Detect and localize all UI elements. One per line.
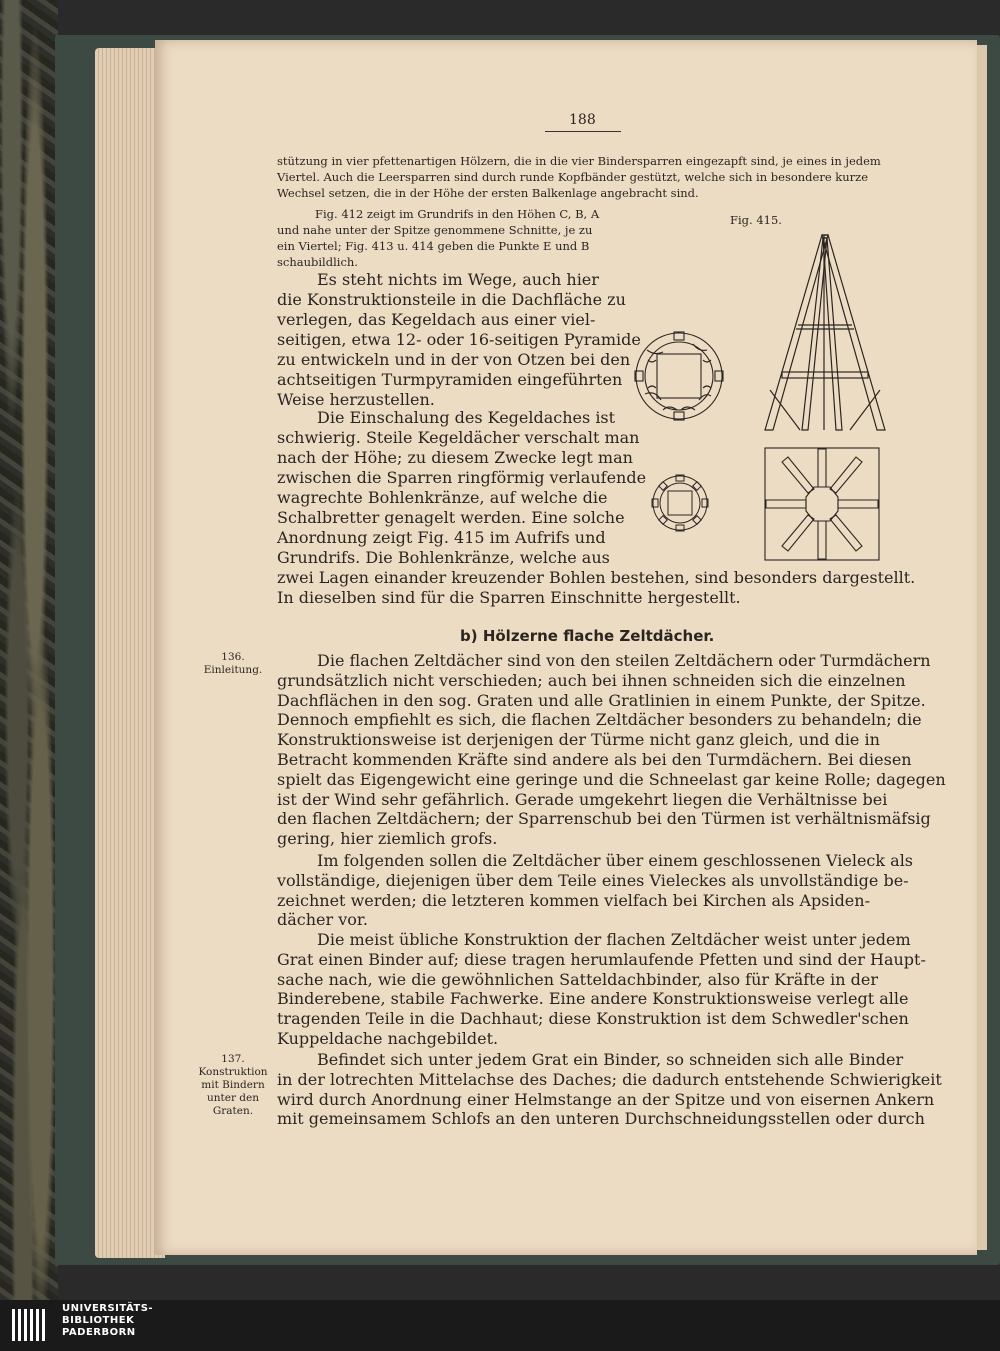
figure-415-ring-small [650,473,710,533]
text-line: zwei Lagen einander kreuzender Bohlen bestehen, sind besonders dargestellt. [277,568,916,587]
text-line: Binderebene, stabile Fachwerke. Eine andere Konstruktionsweise verlegt alle [277,989,909,1009]
text-line: Die flachen Zeltdächer sind von den steilen Zeltdächern oder Turmdächern [317,651,931,670]
text-line: Wechsel setzen, die in der Höhe der ersten Balkenlage angebracht sind. [277,186,699,200]
text-line: Anordnung zeigt Fig. 415 im Aufrifs und [277,528,606,547]
footer-bar [0,1300,1000,1351]
text-line: sache nach, wie die gewöhnlichen Satteldachbinder, also für Kräfte in der [277,969,879,989]
text-line: seitigen, etwa 12- oder 16-seitigen Pyramide [277,330,641,349]
text-line: Kuppeldache nachgebildet. [277,1029,499,1048]
library-logo-icon [12,1307,52,1343]
margin-note-line: mit Bindern [201,1079,265,1091]
text-line: zwischen die Sparren ringförmig verlaufende [277,468,647,487]
margin-note-line: unter den [206,1092,259,1104]
margin-note-line: 137. [221,1053,245,1065]
logo-line-1: UNIVERSITÄTS- [62,1303,154,1314]
figure-415-spoke-plan [762,445,882,563]
figure-415-ring-large [633,330,725,422]
text-line: zu entwickeln und in der von Otzen bei den [277,350,631,369]
logo-line-2: BIBLIOTHEK [62,1315,135,1326]
page-number-rule [545,131,621,132]
text-line: in der lotrechten Mittelachse des Daches; die dadurch entstehende Schwierigkeit [277,1069,942,1089]
text-line: verlegen, das Kegeldach aus einer viel- [277,310,596,329]
text-line: Dennoch empfiehlt es sich, die flachen Zeltdächer besonders zu behandeln; die [277,710,922,730]
text-line: Grundrifs. Die Bohlenkränze, welche aus [277,548,610,567]
text-line: schwierig. Steile Kegeldächer verschalt man [277,428,640,447]
book-page [155,40,977,1255]
logo-line-3: PADERBORN [62,1327,136,1338]
text-line: gering, hier ziemlich grofs. [277,829,498,849]
text-line: Schalbretter genagelt werden. Eine solche [277,508,625,527]
text-line: Es steht nichts im Wege, auch hier [317,270,599,289]
text-line: wird durch Anordnung einer Helmstange an der Spitze und von eisernen Ankern [277,1089,935,1109]
text-line: Die meist übliche Konstruktion der flachen Zeltdächer weist unter jedem [317,930,911,949]
text-line: vollständige, diejenigen über dem Teile eines Vieleckes als unvollständige be- [277,870,909,890]
text-line: grundsätzlich nicht verschieden; auch bei ihnen schneiden sich die einzelnen [277,670,906,690]
text-line: die Konstruktionsteile in die Dachfläche zu [277,290,626,309]
text-line: Im folgenden sollen die Zeltdächer über einem geschlossenen Vieleck als [317,851,914,870]
text-line: Viertel. Auch die Leersparren sind durch runde Kopfbänder gestützt, welche sich in besondere kurze [277,170,869,184]
figure-415-elevation [760,230,890,435]
text-line: Die Einschalung des Kegeldaches ist [317,408,616,427]
text-line: ist der Wind sehr gefährlich. Gerade umgekehrt liegen die Verhältnisse bei [277,789,888,809]
text-line: Fig. 412 zeigt im Grundrifs in den Höhen C, B, A [315,207,600,221]
text-line: zeichnet werden; die letzteren kommen vielfach bei Kirchen als Apsiden- [277,890,870,910]
text-line: Grat einen Binder auf; diese tragen herumlaufende Pfetten und sind der Haupt- [277,949,926,969]
text-line: spielt das Eigengewicht eine geringe und die Schneelast gar keine Rolle; dagegen [277,769,946,789]
text-line: dächer vor. [277,910,368,930]
text-line: nach der Höhe; zu diesem Zwecke legt man [277,448,633,467]
text-line: schaubildlich. [277,255,358,269]
text-line: Befindet sich unter jedem Grat ein Binder, so schneiden sich alle Binder [317,1050,904,1069]
margin-note-line: Graten. [212,1105,254,1117]
text-line: In dieselben sind für die Sparren Einschnitte hergestellt. [277,588,741,607]
margin-note-line: 136. [221,651,245,663]
margin-note-line: Einleitung. [203,664,263,676]
page-number: 188 [569,112,596,128]
margin-note-line: Konstruktion [198,1066,268,1078]
text-line: Weise herzustellen. [277,390,435,409]
text-line: stützung in vier pfettenartigen Hölzern, die in die vier Bindersparren eingezapft sind, je eines in jedem [277,154,881,168]
text-line: wagrechte Bohlenkränze, auf welche die [277,488,608,507]
figure-label: Fig. 415. [730,213,782,227]
text-line: achtseitigen Turmpyramiden eingeführten [277,370,623,389]
text-line: Konstruktionsweise ist derjenigen der Türme nicht ganz gleich, und die in [277,730,880,750]
section-heading: b) Hölzerne flache Zeltdächer. [460,627,715,645]
text-line: tragenden Teile in die Dachhaut; diese Konstruktion ist dem Schwedler'schen [277,1009,909,1029]
text-line: Dachflächen in den sog. Graten und alle Gratlinien in einem Punkte, der Spitze. [277,690,926,710]
marbled-cover [0,0,58,1300]
text-line: ein Viertel; Fig. 413 u. 414 geben die Punkte E und B [277,239,590,253]
text-line: mit gemeinsamem Schlofs an den unteren Durchschneidungsstellen oder durch [277,1109,925,1129]
text-line: den flachen Zeltdächern; der Sparrenschub bei den Türmen ist verhältnismäfsig [277,809,931,829]
text-line: Betracht kommenden Kräfte sind andere als bei den Turmdächern. Bei diesen [277,750,912,769]
text-line: und nahe unter der Spitze genommene Schnitte, je zu [277,223,593,237]
